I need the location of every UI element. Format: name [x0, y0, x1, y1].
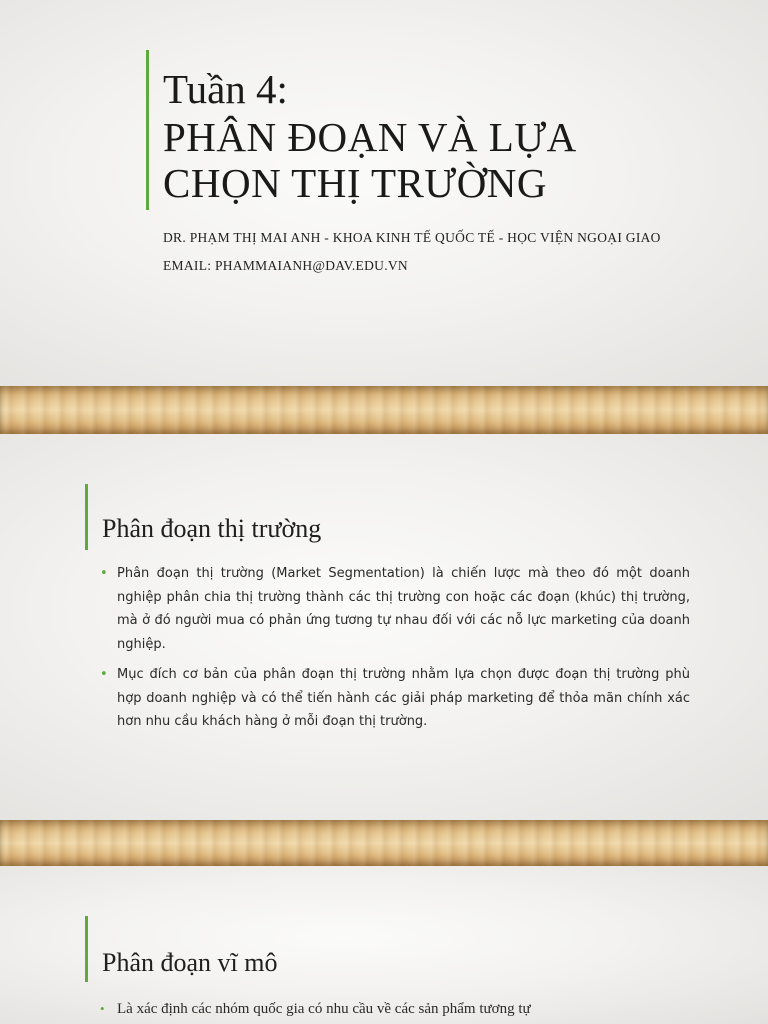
bullet-dot-icon: • [100, 667, 108, 682]
bullet-text: Là xác định các nhóm quốc gia có nhu cầu về các sản phẩm tương tự [117, 1001, 531, 1017]
email-line: EMAIL: PHAMMAIANH@DAV.EDU.VN [163, 258, 408, 273]
wood-divider [0, 386, 768, 434]
bullet-dot-icon: • [100, 566, 108, 581]
wood-divider [0, 820, 768, 866]
bullet-item [100, 663, 690, 734]
bullet-list [100, 562, 690, 741]
bullet-item [100, 998, 720, 1020]
heading-accent-bar [85, 916, 88, 982]
slide-title-line-1: PHÂN ĐOẠN VÀ LỰA [163, 114, 577, 160]
content-slide-market-segmentation [0, 434, 768, 820]
section-heading: Phân đoạn thị trường [102, 514, 322, 543]
week-label: Tuần 4: [163, 66, 288, 112]
heading-accent-bar [85, 484, 88, 550]
bullet-dot-icon: • [100, 1001, 105, 1016]
bullet-text: Mục đích cơ bản của phân đoạn thị trường nhằm lựa chọn được đoạn thị trường phù hợp doanh nghiệp và có thể tiến hành các giải pháp marketing để thỏa mãn chính xác hơn nhu cầu khách hàng ở mỗi đoạn thị trường. [117, 667, 690, 729]
title-accent-bar [146, 50, 149, 210]
title-slide [0, 0, 768, 386]
slide-title-line-2: CHỌN THỊ TRƯỜNG [163, 160, 548, 206]
slide-title [163, 114, 577, 206]
content-slide-macro-segmentation [0, 866, 768, 1024]
bullet-list [100, 998, 720, 1020]
bullet-item [100, 562, 690, 656]
author-line: DR. PHẠM THỊ MAI ANH - KHOA KINH TẾ QUỐC TẾ - HỌC VIỆN NGOẠI GIAO [163, 230, 661, 245]
bullet-text: Phân đoạn thị trường (Market Segmentation) là chiến lược mà theo đó một doanh nghiệp phân chia thị trường thành các thị trường con hoặc các đoạn (khúc) thị trường, mà ở đó người mua có phản ứng tương tự nhau đối với các nỗ lực marketing của doanh nghiệp. [117, 566, 690, 652]
section-heading: Phân đoạn vĩ mô [102, 948, 278, 977]
